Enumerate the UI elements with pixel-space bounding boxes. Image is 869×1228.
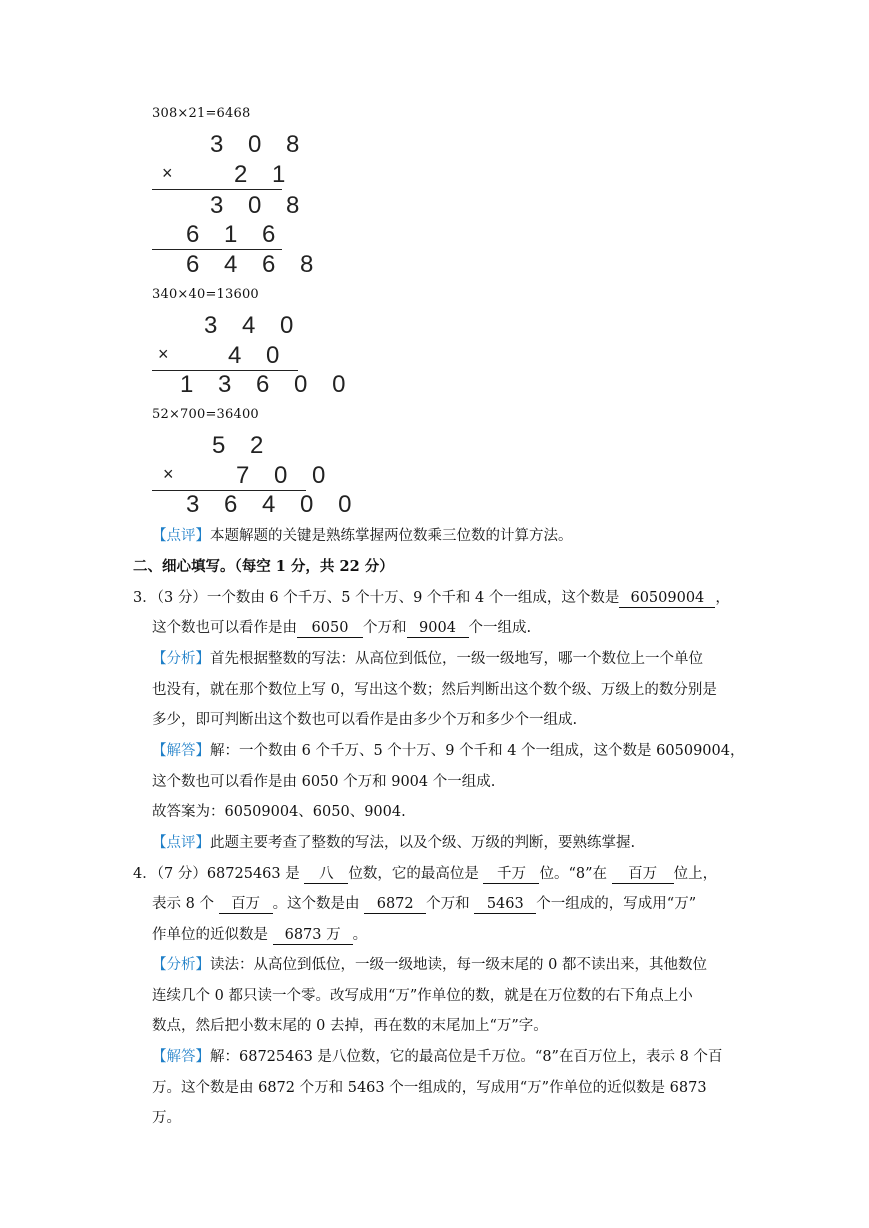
- calc1-rule-1: [152, 189, 282, 190]
- answer-tag: 【解答】: [152, 743, 210, 759]
- review-tag: 【点评】: [152, 835, 210, 851]
- q4-line-1: 4．（7 分）68725463 是 八 位数，它的最高位是 千万 位。“8”在 百万 位上，: [133, 866, 718, 882]
- q4-answer-1: 【解答】解：68725463 是八位数，它的最高位是千万位。“8”在百万位上，表示 8 个百: [152, 1049, 723, 1065]
- analysis-tag: 【分析】: [152, 957, 210, 973]
- question-number: 4．: [133, 866, 157, 882]
- calc1-partial-2: 6 1 6: [186, 221, 285, 248]
- answer-tag: 【解答】: [152, 1049, 210, 1065]
- q4-analysis-3: 数点，然后把小数末尾的 0 去掉，再在数的末尾加上“万”字。: [152, 1018, 548, 1034]
- section-title: 二、细心填写。（每空 1 分，共 22 分）: [133, 558, 394, 575]
- calc1-partial-1: 3 0 8: [210, 192, 309, 219]
- answer-blank: 百万: [612, 865, 674, 884]
- calc1-result: 6 4 6 8: [186, 251, 323, 278]
- q3-analysis-1: 【分析】首先根据整数的写法：从高位到低位，一级一级地写，哪一个数位上一个单位: [152, 651, 703, 667]
- answer-blank: 6050: [297, 619, 363, 638]
- equation-52x700: 52×700=36400: [152, 407, 259, 422]
- q3-line-1: 3．（3 分）一个数由 6 个千万、5 个十万、9 个千和 4 个一组成，这个数是 60509004 ，: [133, 590, 730, 606]
- answer-blank: 八: [304, 865, 348, 884]
- answer-blank: 6872: [364, 895, 426, 914]
- q3-analysis-3: 多少，即可判断出这个数也可以看作是由多少个万和多少个一组成.: [152, 712, 578, 728]
- q3-review: 【点评】此题主要考查了整数的写法，以及个级、万级的判断，要熟练掌握.: [152, 835, 636, 851]
- calc1-rule-2: [152, 249, 282, 250]
- calc1-multiplicand: 3 0 8: [210, 131, 309, 158]
- calc2-result: 1 3 6 0 0: [180, 371, 355, 398]
- q4-analysis-2: 连续几个 0 都只读一个零。改写成用“万”作单位的数，就是在万位数的右下角点上小: [152, 988, 693, 1004]
- calc3-multiplier: 7 0 0: [236, 462, 335, 489]
- answer-blank: 60509004: [619, 589, 715, 608]
- q4-answer-3: 万。: [152, 1110, 181, 1126]
- answer-blank: 千万: [483, 865, 539, 884]
- equation-340x40: 340×40=13600: [152, 287, 259, 302]
- q3-answer-3: 故答案为：60509004、6050、9004.: [152, 804, 406, 820]
- q3-analysis-2: 也没有，就在那个数位上写 0，写出这个数；然后判断出这个数个级、万级上的数分别是: [152, 682, 717, 698]
- q3-answer-2: 这个数也可以看作是由 6050 个万和 9004 个一组成.: [152, 774, 496, 790]
- q4-line-2: 表示 8 个 百万 。这个数是由 6872 个万和 5463 个一组成的，写成用“万”: [152, 896, 697, 912]
- answer-blank: 百万: [219, 895, 273, 914]
- calc3-multiplicand: 5 2: [212, 432, 273, 459]
- q4-analysis-1: 【分析】读法：从高位到低位，一级一级地读，每一级末尾的 0 都不读出来，其他数位: [152, 957, 707, 973]
- analysis-tag: 【分析】: [152, 651, 210, 667]
- q4-line-3: 作单位的近似数是 6873 万 。: [152, 927, 368, 943]
- calc2-multiplier: 4 0: [228, 342, 289, 369]
- calc1-multiplier: 2 1: [234, 161, 295, 188]
- calc3-result: 3 6 4 0 0: [186, 491, 361, 518]
- calc2-multiplicand: 3 4 0: [204, 312, 303, 339]
- calc3-times-sign: ×: [163, 464, 174, 484]
- question-number: 3．: [133, 590, 157, 606]
- calc1-times-sign: ×: [162, 163, 173, 183]
- review-tag: 【点评】: [152, 528, 210, 544]
- review-q2: 【点评】本题解题的关键是熟练掌握两位数乘三位数的计算方法。: [152, 528, 573, 544]
- q4-answer-2: 万。这个数是由 6872 个万和 5463 个一组成的，写成用“万”作单位的近似数是 6873: [152, 1080, 707, 1096]
- answer-blank: 5463: [474, 895, 536, 914]
- q3-line-2: 这个数也可以看作是由 6050 个万和 9004 个一组成.: [152, 620, 532, 636]
- equation-308x21: 308×21=6468: [152, 106, 251, 121]
- answer-blank: 9004: [407, 619, 469, 638]
- calc2-times-sign: ×: [158, 344, 169, 364]
- q3-answer-1: 【解答】解：一个数由 6 个千万、5 个十万、9 个千和 4 个一组成，这个数是 60509004，: [152, 743, 745, 759]
- answer-blank: 6873 万: [273, 926, 353, 945]
